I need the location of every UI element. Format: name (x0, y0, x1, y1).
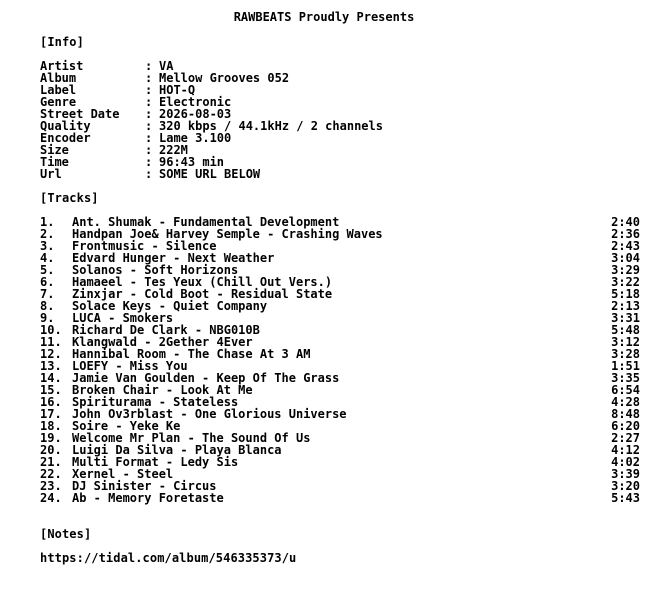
info-separator: : (145, 119, 153, 133)
info-separator: : (145, 143, 153, 157)
info-key: Quality (40, 119, 91, 133)
track-duration: 3:29 (611, 263, 640, 277)
track-duration: 5:48 (611, 323, 640, 337)
track-title: Ant. Shumak - Fundamental Development (72, 215, 340, 229)
track-title: Solace Keys - Quiet Company (72, 299, 268, 313)
track-duration: 3:31 (611, 311, 640, 325)
track-title: Edvard Hunger - Next Weather (72, 251, 275, 265)
info-key: Size (40, 143, 69, 157)
info-value: SOME URL BELOW (159, 167, 261, 181)
info-separator: : (145, 131, 153, 145)
track-duration: 2:40 (611, 215, 640, 229)
track-number: 7. (40, 287, 55, 301)
info-key: Genre (40, 95, 77, 109)
track-title: Luigi Da Silva - Playa Blanca (72, 443, 282, 457)
track-number: 16. (40, 395, 62, 409)
track-title: Hamaeel - Tes Yeux (Chill Out Vers.) (72, 275, 333, 289)
notes-link[interactable]: https://tidal.com/album/546335373/u (40, 551, 297, 565)
track-number: 4. (40, 251, 55, 265)
track-duration: 3:22 (611, 275, 640, 289)
track-number: 18. (40, 419, 62, 433)
info-key: Encoder (40, 131, 91, 145)
info-value: HOT-Q (159, 83, 196, 97)
track-title: Frontmusic - Silence (72, 239, 217, 253)
info-separator: : (145, 71, 153, 85)
track-duration: 4:28 (611, 395, 640, 409)
info-key: Time (40, 155, 69, 169)
info-key: Artist (40, 59, 84, 73)
track-number: 17. (40, 407, 62, 421)
track-title: Broken Chair - Look At Me (72, 383, 253, 397)
track-number: 20. (40, 443, 62, 457)
info-separator: : (145, 59, 153, 73)
track-number: 10. (40, 323, 62, 337)
track-title: Klangwald - 2Gether 4Ever (72, 335, 253, 349)
info-key: Album (40, 71, 77, 85)
info-value: VA (159, 59, 174, 73)
release-title: RAWBEATS Proudly Presents (233, 10, 415, 24)
track-title: Handpan Joe& Harvey Semple - Crashing Waves (72, 227, 383, 241)
track-title: Multi Format - Ledy Sis (72, 455, 239, 469)
track-number: 5. (40, 263, 55, 277)
track-number: 3. (40, 239, 55, 253)
track-title: DJ Sinister - Circus (72, 479, 217, 493)
track-number: 8. (40, 299, 55, 313)
track-duration: 3:12 (611, 335, 640, 349)
track-title: Richard De Clark - NBG010B (72, 323, 260, 337)
info-separator: : (145, 167, 153, 181)
track-title: Zinxjar - Cold Boot - Residual State (72, 287, 333, 301)
track-number: 23. (40, 479, 62, 493)
track-row (40, 492, 640, 504)
tracks-section-header: [Tracks] (40, 191, 99, 205)
track-duration: 2:43 (611, 239, 640, 253)
track-number: 21. (40, 455, 62, 469)
track-duration: 2:27 (611, 431, 640, 445)
track-number: 13. (40, 359, 62, 373)
info-value: Mellow Grooves 052 (159, 71, 290, 85)
info-value: Lame 3.100 (159, 131, 232, 145)
track-duration: 3:35 (611, 371, 640, 385)
info-separator: : (145, 83, 153, 97)
info-key: Url (40, 167, 62, 181)
info-value: 222M (159, 143, 188, 157)
track-duration: 3:28 (611, 347, 640, 361)
info-separator: : (145, 95, 153, 109)
track-duration: 5:43 (611, 491, 640, 505)
track-number: 15. (40, 383, 62, 397)
info-separator: : (145, 107, 153, 121)
track-title: LOEFY - Miss You (72, 359, 188, 373)
track-title: Solanos - Soft Horizons (72, 263, 239, 277)
track-number: 12. (40, 347, 62, 361)
track-title: Hannibal Room - The Chase At 3 AM (72, 347, 311, 361)
track-title: John Ov3rblast - One Glorious Universe (72, 407, 347, 421)
track-number: 6. (40, 275, 55, 289)
track-number: 9. (40, 311, 55, 325)
track-number: 19. (40, 431, 62, 445)
track-duration: 8:48 (611, 407, 640, 421)
info-value: Electronic (159, 95, 232, 109)
track-title: Spiriturama - Stateless (72, 395, 239, 409)
track-title: Xernel - Steel (72, 467, 174, 481)
track-duration: 3:39 (611, 467, 640, 481)
track-duration: 5:18 (611, 287, 640, 301)
info-value: 320 kbps / 44.1kHz / 2 channels (159, 119, 383, 133)
info-value: 2026-08-03 (159, 107, 232, 121)
info-section-header: [Info] (40, 35, 84, 49)
track-duration: 4:02 (611, 455, 640, 469)
track-duration: 6:20 (611, 419, 640, 433)
info-value: 96:43 min (159, 155, 225, 169)
track-duration: 2:13 (611, 299, 640, 313)
track-title: LUCA - Smokers (72, 311, 174, 325)
track-title: Welcome Mr Plan - The Sound Of Us (72, 431, 311, 445)
info-key: Label (40, 83, 77, 97)
track-number: 11. (40, 335, 62, 349)
track-duration: 3:20 (611, 479, 640, 493)
info-key: Street Date (40, 107, 120, 121)
track-duration: 4:12 (611, 443, 640, 457)
track-duration: 6:54 (611, 383, 640, 397)
track-number: 1. (40, 215, 55, 229)
track-duration: 2:36 (611, 227, 640, 241)
track-duration: 1:51 (611, 359, 640, 373)
info-separator: : (145, 155, 153, 169)
track-title: Jamie Van Goulden - Keep Of The Grass (72, 371, 340, 385)
notes-section-header: [Notes] (40, 527, 92, 541)
track-number: 14. (40, 371, 62, 385)
track-number: 24. (40, 491, 62, 505)
track-number: 2. (40, 227, 55, 241)
track-title: Soire - Yeke Ke (72, 419, 181, 433)
track-title: Ab - Memory Foretaste (72, 491, 224, 505)
track-number: 22. (40, 467, 62, 481)
track-duration: 3:04 (611, 251, 640, 265)
